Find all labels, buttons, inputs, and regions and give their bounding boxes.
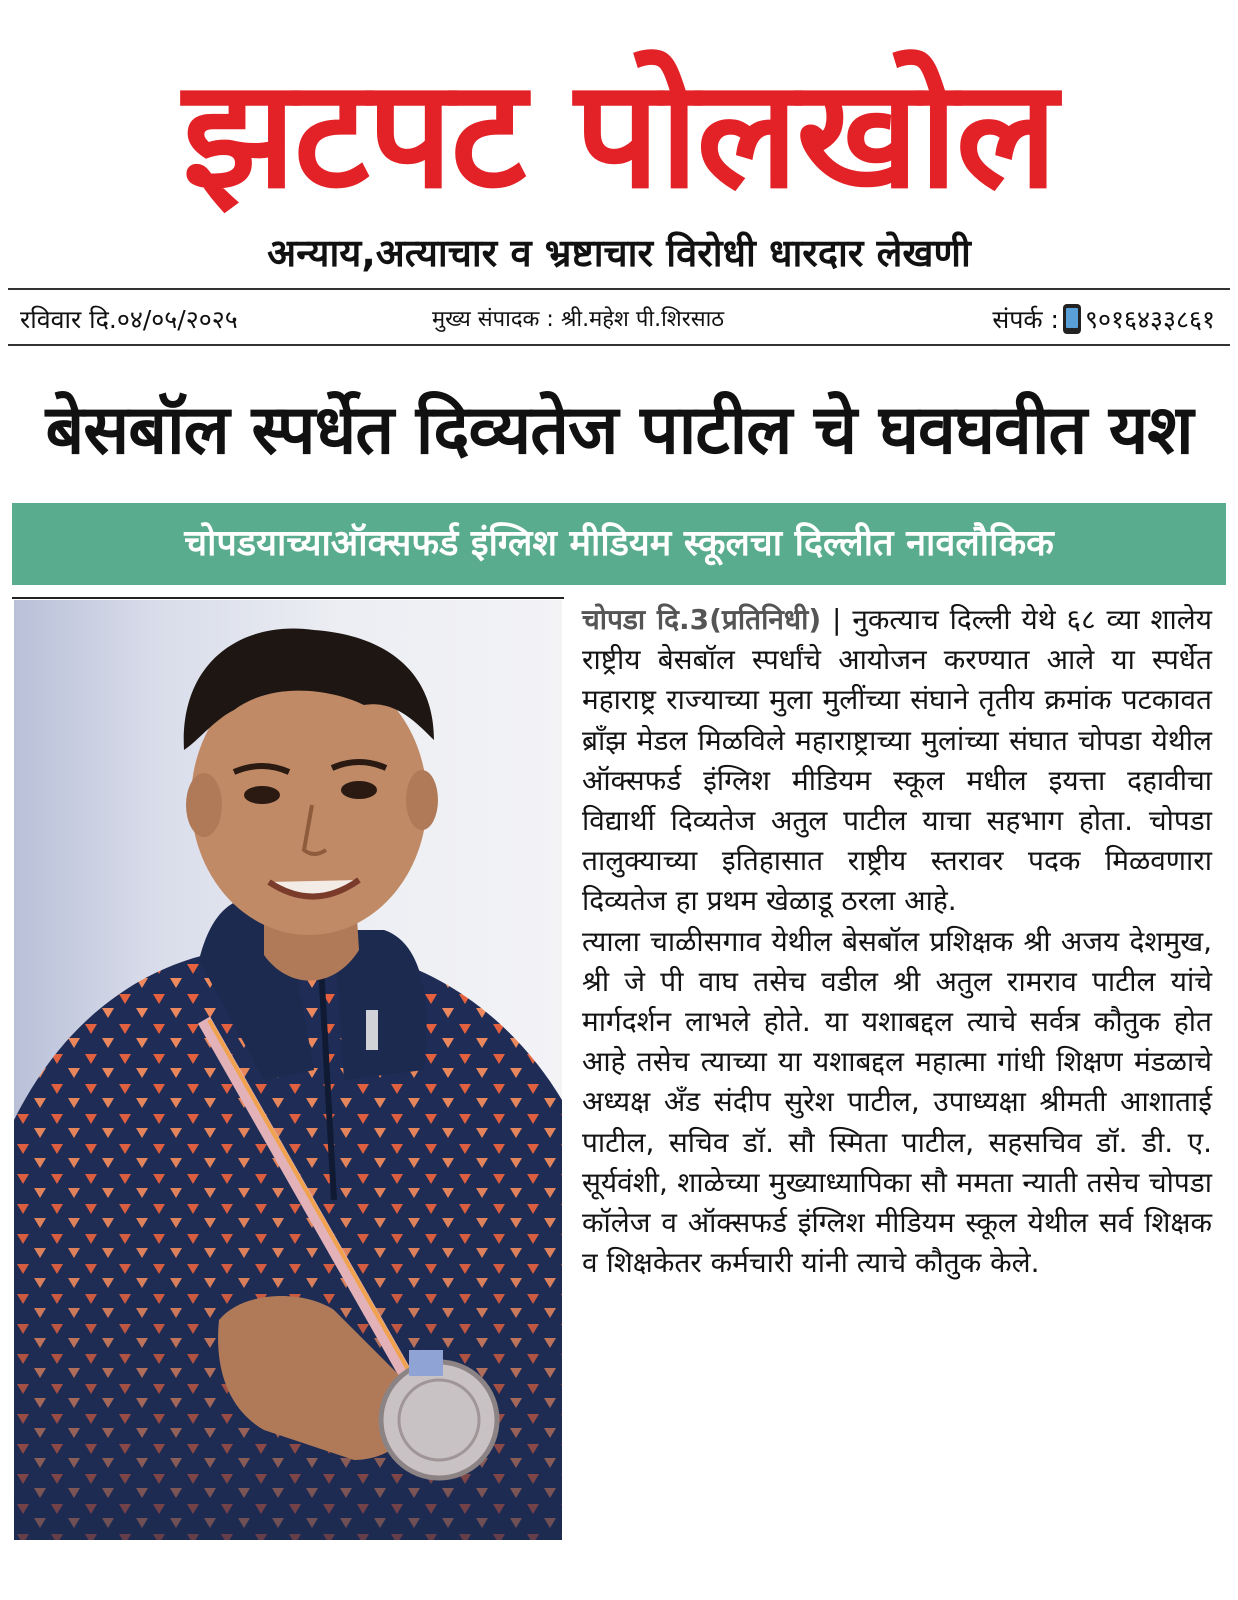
student-photo xyxy=(14,600,562,1540)
photo-illustration xyxy=(14,600,562,1540)
info-rule xyxy=(8,344,1230,346)
article-headline: बेसबॉल स्पर्धेत दिव्यतेज पाटील चे घवघवीत यश xyxy=(45,391,1193,470)
contact-number: ९०१६४३३८६१ xyxy=(1084,305,1215,334)
subheadline-band xyxy=(12,503,1226,585)
photo-top-rule xyxy=(12,597,564,599)
contact xyxy=(992,298,1215,342)
phone-icon xyxy=(1063,304,1081,334)
article-paragraph-2: त्याला चाळीसगाव येथील बेसबॉल प्रशिक्षक श्री अजय देशमुख, श्री जे पी वाघ तसेच वडील श्री अतुल रामराव पाटील यांचे मार्गदर्शन लाभले होते. या यशाबद्दल त्याचे सर्वत्र कौतुक होत आहे तसेच त्याच्या या यशाबद्दल महात्मा गांधी शिक्षण मंडळाचे अध्यक्ष अँड संदीप सुरेश पाटील, उपाध्यक्षा श्रीमती आशाताई पाटील, सचिव डॉ. सौ स्मिता पाटील, सहसचिव डॉ. डी. ए. सूर्यवंशी, शाळेच्या मुख्याध्यापिका सौ ममता न्याती तसेच चोपडा कॉलेज व ऑक्सफर्ड इंग्लिश मीडियम स्कूल येथील सर्व शिक्षक व शिक्षकेतर कर्मचारी यांनी त्याचे कौतुक केले. xyxy=(582,924,1212,1280)
paragraph-1-text: | नुकत्याच दिल्ली येथे ६८ व्या शालेय राष्ट्रीय बेसबॉल स्पर्धांचे आयोजन करण्यात आले या स्पर्धेत महाराष्ट्र राज्याच्या मुला मुलींच्या संघाने तृतीय क्रमांक पटकावत ब्राँझ मेडल मिळविले महाराष्ट्राच्या मुलांच्या संघात चोपडा येथील ऑक्सफर्ड इंग्लिश मीडियम स्कूल मधील इयत्ता दहावीचा विद्यार्थी दिव्यतेज अतुल पाटील याचा सहभाग होता. चोपडा तालुक्याच्या इतिहासात राष्ट्रीय स्तरावर पदक मिळवणारा दिव्यतेज हा प्रथम खेळाडू ठरला आहे. xyxy=(582,603,1212,918)
issue-date: रविवार दि.०४/०५/२०२५ xyxy=(20,305,238,334)
chief-editor: मुख्य संपादक : श्री.महेश पी.शिरसाठ xyxy=(432,307,725,332)
dateline: चोपडा दि.3(प्रतिनिधी) xyxy=(582,603,822,636)
masthead xyxy=(0,40,1238,220)
article-body xyxy=(582,600,1212,1283)
newspaper-title: झटपट पोलखोल xyxy=(182,48,1056,222)
contact-label: संपर्क : xyxy=(992,305,1059,334)
subheadline: चोपडयाच्याऑक्सफर्ड इंग्लिश मीडियम स्कूलचा दिल्लीत नावलौकिक xyxy=(184,523,1054,564)
newspaper-tagline: अन्याय,अत्याचार व भ्रष्टाचार विरोधी धारदार लेखणी xyxy=(267,231,971,275)
top-rule xyxy=(8,288,1230,290)
info-bar xyxy=(20,298,1215,342)
article-paragraph-1 xyxy=(582,600,1212,922)
